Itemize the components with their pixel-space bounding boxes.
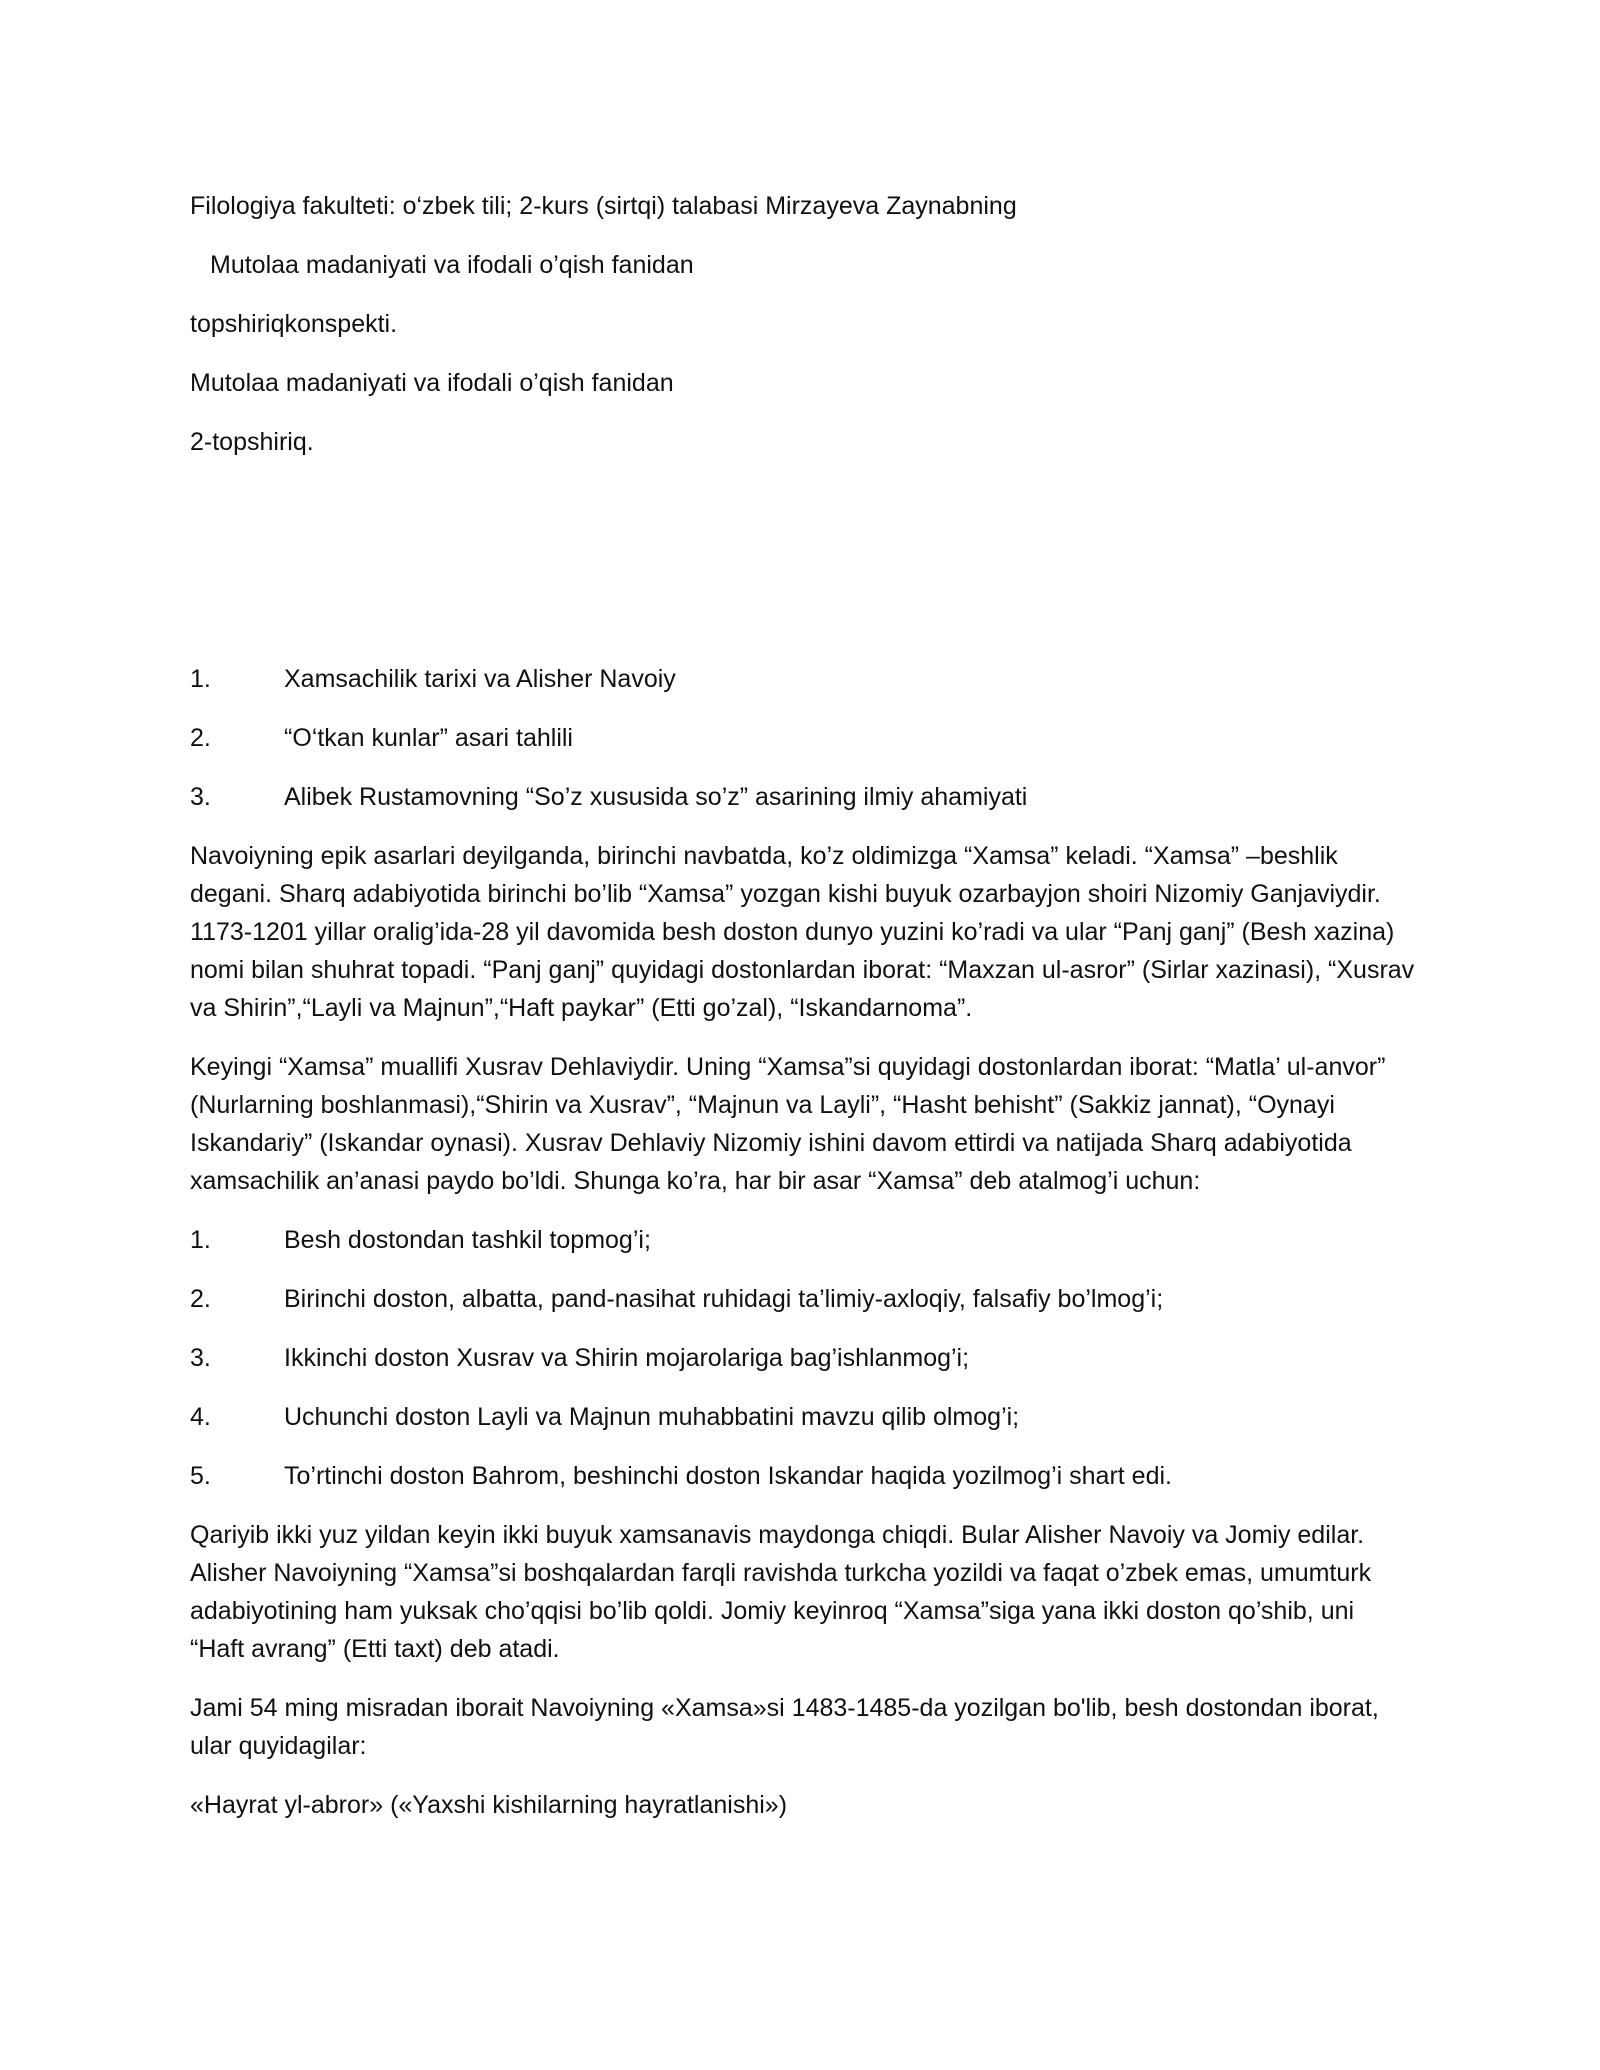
header-line-task-number: 2-topshiriq. — [190, 428, 314, 456]
list-item-text: Uchunchi doston Layli va Majnun muhabbatini mavzu qilib olmog’i; — [284, 1403, 1020, 1431]
list-item-number: 1. — [190, 665, 211, 693]
list-item-text: Alibek Rustamovning “So’z xususida so’z” asarining ilmiy ahamiyati — [284, 783, 1028, 811]
header-line-subject: Mutolaa madaniyati va ifodali o’qish fanidan — [210, 251, 694, 279]
list-item-number: 3. — [190, 783, 211, 811]
list-item — [190, 778, 1415, 816]
list-item — [190, 719, 1415, 757]
list-item-text: Xamsachilik tarixi va Alisher Navoiy — [284, 665, 676, 693]
list-item-number: 2. — [190, 1285, 211, 1313]
list-item — [190, 660, 1415, 698]
list-item — [190, 1280, 1415, 1318]
paragraph-nizomiy: Navoiyning epik asarlari deyilganda, birinchi navbatda, ko’z oldimizga “Xamsa” keladi. “Xamsa” –beshlik degani. Sharq adabiyotida birinchi bo’lib “Xamsa” yozgan kishi buyuk ozarbayjon shoiri Nizomiy Ganjaviydir. 1173-1201 yillar oralig’ida-28 yil davomida besh doston dunyo yuzini ko’radi va ular “Panj ganj” (Besh xazina) nomi bilan shuhrat topadi. “Panj ganj” quyidagi dostonlardan iborat: “Maxzan ul-asror” (Sirlar xazinasi), “Xusrav va Shirin”,“Layli va Majnun”,“Haft paykar” (Etti go’zal), “Iskandarnoma”. — [190, 842, 1415, 1022]
header-line-subject-repeat: Mutolaa madaniyati va ifodali o’qish fanidan — [190, 369, 674, 397]
list-item-number: 2. — [190, 724, 211, 752]
header-line-assignment: topshiriqkonspekti. — [190, 310, 398, 338]
paragraph-dehlaviy: Keyingi “Xamsa” muallifi Xusrav Dehlaviydir. Uning “Xamsa”si quyidagi dostonlardan iborat: “Matla’ ul-anvor” (Nurlarning boshlanmasi),“Shirin va Xusrav”, “Majnun va Layli”, “Hasht behisht” (Sakkiz jannat), “Oynayi Iskandariy” (Iskandar oynasi). Xusrav Dehlaviy Nizomiy ishini davom ettirdi va natijada Sharq adabiyotida xamsachilik an’anasi paydo bo’ldi. Shunga ko’ra, har bir asar “Xamsa” deb atalmog’i uchun: — [190, 1053, 1386, 1195]
paragraph-navoiy-jomiy: Qariyib ikki yuz yildan keyin ikki buyuk xamsanavis maydonga chiqdi. Bular Alisher Navoiy va Jomiy edilar. Alisher Navoiyning “Xamsa”si boshqalardan farqli ravishda turkcha yozildi va faqat o’zbek emas, umumturk adabiyotining ham yuksak cho’qqisi bo’lib qoldi. Jomiy keyinroq “Xamsa”siga yana ikki doston qo’shib, uni “Haft avrang” (Etti taxt) deb atadi. — [190, 1521, 1372, 1663]
list-item — [190, 1221, 1415, 1259]
list-item-text: To’rtinchi doston Bahrom, beshinchi doston Iskandar haqida yozilmog’i shart edi. — [284, 1462, 1172, 1490]
list-item — [190, 1339, 1415, 1377]
list-item-number: 1. — [190, 1226, 211, 1254]
paragraph-hayrat-ul-abror: «Hayrat yl-abror» («Yaxshi kishilarning hayratlanishi») — [190, 1791, 788, 1819]
xamsa-rules-list — [190, 1221, 1415, 1495]
list-item-text: Birinchi doston, albatta, pand-nasihat ruhidagi ta’limiy-axloqiy, falsafiy bo’lmog’i; — [284, 1285, 1164, 1313]
list-item — [190, 1398, 1415, 1436]
blank-space — [190, 482, 1415, 660]
list-item-number: 5. — [190, 1462, 211, 1490]
list-item-text: Ikkinchi doston Xusrav va Shirin mojarolariga bag’ishlanmog’i; — [284, 1344, 970, 1372]
list-item — [190, 1457, 1415, 1495]
header-line-faculty: Filologiya fakulteti: o‘zbek tili; 2-kurs (sirtqi) talabasi Mirzayeva Zaynabning — [190, 192, 1017, 220]
list-item-number: 4. — [190, 1403, 211, 1431]
paragraph-navoiy-xamsa: Jami 54 ming misradan iborait Navoiyning «Xamsa»si 1483-1485-da yozilgan bo'lib, besh dostondan iborat, ular quyidagilar: — [190, 1694, 1379, 1760]
list-item-text: “O‘tkan kunlar” asari tahlili — [284, 724, 573, 752]
document-body — [190, 187, 1415, 1845]
list-item-text: Besh dostondan tashkil topmog’i; — [284, 1226, 651, 1254]
topics-list — [190, 660, 1415, 816]
list-item-number: 3. — [190, 1344, 211, 1372]
